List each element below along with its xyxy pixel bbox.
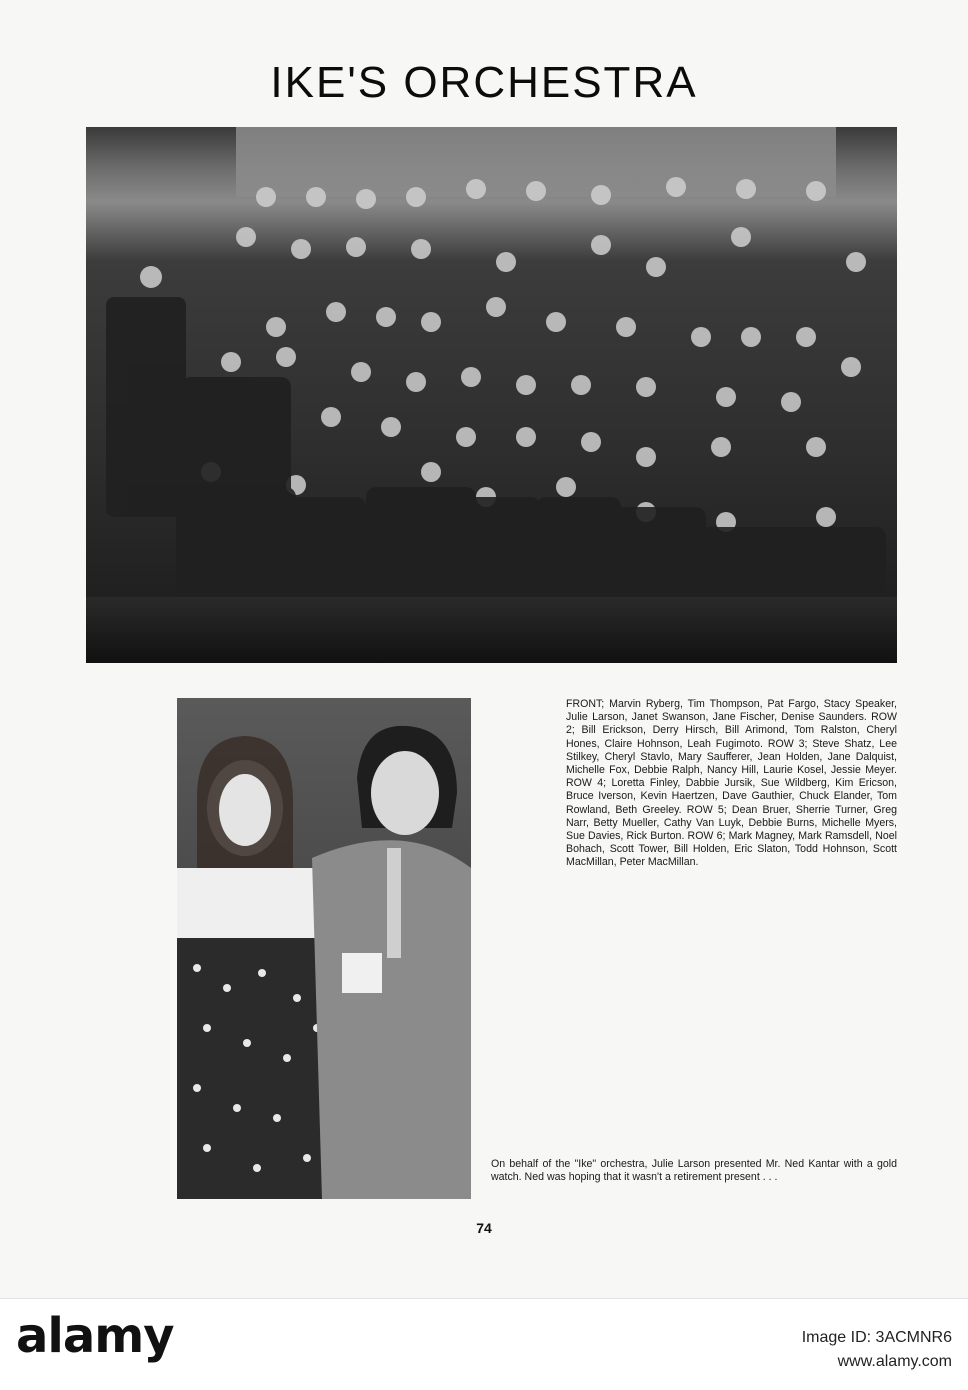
- award-presentation-photo: [177, 698, 471, 1199]
- group-silhouettes: [86, 127, 897, 663]
- alamy-logo: alamy: [16, 1308, 174, 1364]
- orchestra-group-photo: [86, 127, 897, 663]
- orchestra-member-list: FRONT; Marvin Ryberg, Tim Thompson, Pat Fargo, Stacy Speaker, Julie Larson, Janet Swanson, Jane Fischer, Denise Saunders. ROW 2; Bill Erickson, Derry Hirsch, Bill Arimond, Tom Ralston, Cheryl Hones, Claire Hohnson, Leah Fugimoto. ROW 3; Steve Shatz, Lee Stilkey, Cheryl Stavlo, Mary Saufferer, Jean Holden, Jane Dalquist, Michelle Fox, Debbie Ralph, Nancy Hill, Laurie Kosel, Jessie Meyer. ROW 4; Loretta Finley, Dabbie Jursik, Sue Wildberg, Kim Ericson, Bruce Iverson, Kevin Haertzen, Dave Gauthier, Chuck Elander, Tom Rowland, Beth Greeley. ROW 5; Dean Bruer, Sherrie Turner, Greg Narr, Betty Mueller, Cathy Van Luyk, Debbie Burns, Michelle Myers, Sue Davies, Rick Burton. ROW 6; Mark Magney, Mark Ramsdell, Noel Bohach, Scott Tower, Bill Holden, Eric Slaton, Todd Hohnson, Scott MacMillan, Peter MacMillan.: [566, 698, 897, 869]
- footer-meta: [802, 1326, 952, 1374]
- image-id: Image ID: 3ACMNR6: [801, 1329, 952, 1346]
- page-number: 74: [476, 1220, 492, 1236]
- site-url[interactable]: www.alamy.com: [837, 1353, 952, 1370]
- page-title: IKE'S ORCHESTRA: [270, 58, 698, 107]
- award-silhouettes: [177, 698, 471, 1199]
- footer-divider: [0, 1298, 968, 1299]
- award-caption: On behalf of the "Ike" orchestra, Julie Larson presented Mr. Ned Kantar with a gold watch. Ned was hoping that it wasn't a retirement present . . .: [491, 1158, 897, 1184]
- stage-floor: [86, 597, 897, 663]
